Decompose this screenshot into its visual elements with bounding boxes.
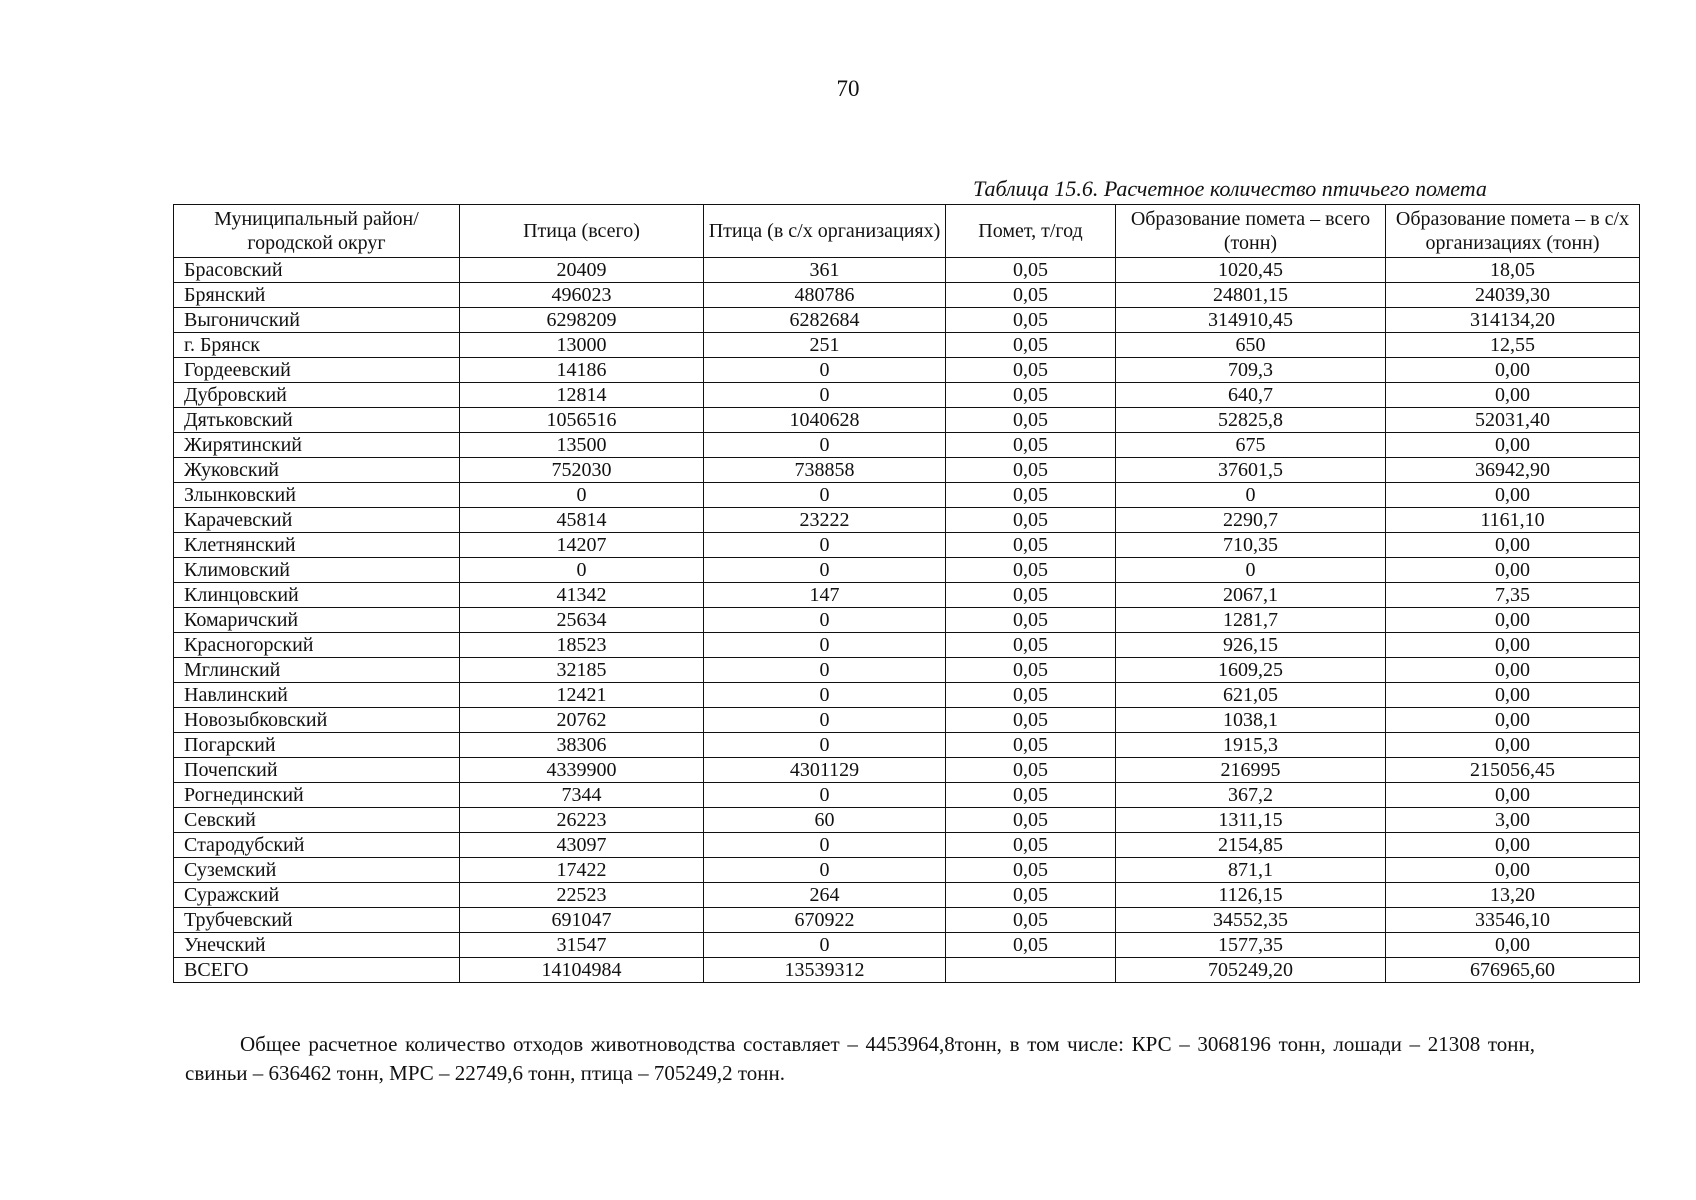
- birds-agri-cell: 0: [704, 658, 946, 683]
- district-cell: г. Брянск: [174, 333, 460, 358]
- manure-rate-cell: 0,05: [946, 558, 1116, 583]
- birds-agri-cell: 0: [704, 483, 946, 508]
- manure-total-cell: 871,1: [1116, 858, 1386, 883]
- manure-rate-cell: 0,05: [946, 708, 1116, 733]
- district-cell: Навлинский: [174, 683, 460, 708]
- manure-agri-cell: 24039,30: [1386, 283, 1640, 308]
- total-row: [174, 958, 1640, 983]
- manure-agri-cell: 7,35: [1386, 583, 1640, 608]
- birds-agri-cell: 0: [704, 783, 946, 808]
- birds-total-cell: 25634: [460, 608, 704, 633]
- manure-total-cell: 1020,45: [1116, 258, 1386, 283]
- table-row: [174, 433, 1640, 458]
- manure-agri-cell: 676965,60: [1386, 958, 1640, 983]
- birds-total-cell: 13000: [460, 333, 704, 358]
- district-cell: Клетнянский: [174, 533, 460, 558]
- birds-agri-cell: 0: [704, 358, 946, 383]
- table-row: [174, 533, 1640, 558]
- birds-total-cell: 32185: [460, 658, 704, 683]
- manure-rate-cell: 0,05: [946, 308, 1116, 333]
- birds-agri-cell: 1040628: [704, 408, 946, 433]
- manure-total-cell: 675: [1116, 433, 1386, 458]
- table-row: [174, 283, 1640, 308]
- column-header-manure-rate: Помет, т/год: [946, 205, 1116, 258]
- birds-agri-cell: 361: [704, 258, 946, 283]
- birds-total-cell: 691047: [460, 908, 704, 933]
- birds-agri-cell: 60: [704, 808, 946, 833]
- table-row: [174, 808, 1640, 833]
- poultry-manure-table: [173, 204, 1640, 983]
- table-row: [174, 858, 1640, 883]
- manure-rate-cell: 0,05: [946, 908, 1116, 933]
- manure-rate-cell: 0,05: [946, 483, 1116, 508]
- birds-agri-cell: 0: [704, 433, 946, 458]
- birds-total-cell: 7344: [460, 783, 704, 808]
- birds-total-cell: 12421: [460, 683, 704, 708]
- table-row: [174, 908, 1640, 933]
- birds-total-cell: 17422: [460, 858, 704, 883]
- manure-total-cell: 650: [1116, 333, 1386, 358]
- district-cell: Выгоничский: [174, 308, 460, 333]
- birds-agri-cell: 13539312: [704, 958, 946, 983]
- manure-agri-cell: 13,20: [1386, 883, 1640, 908]
- birds-total-cell: 14207: [460, 533, 704, 558]
- manure-agri-cell: 18,05: [1386, 258, 1640, 283]
- birds-agri-cell: 480786: [704, 283, 946, 308]
- district-cell: Клинцовский: [174, 583, 460, 608]
- birds-total-cell: 0: [460, 558, 704, 583]
- manure-rate-cell: 0,05: [946, 458, 1116, 483]
- birds-total-cell: 18523: [460, 633, 704, 658]
- district-cell: Дятьковский: [174, 408, 460, 433]
- district-cell: Жуковский: [174, 458, 460, 483]
- manure-total-cell: 640,7: [1116, 383, 1386, 408]
- birds-agri-cell: 147: [704, 583, 946, 608]
- manure-rate-cell: 0,05: [946, 858, 1116, 883]
- manure-agri-cell: 0,00: [1386, 783, 1640, 808]
- manure-total-cell: 2290,7: [1116, 508, 1386, 533]
- table-row: [174, 783, 1640, 808]
- manure-agri-cell: 0,00: [1386, 483, 1640, 508]
- district-cell: Севский: [174, 808, 460, 833]
- manure-rate-cell: 0,05: [946, 783, 1116, 808]
- manure-agri-cell: 1161,10: [1386, 508, 1640, 533]
- birds-total-cell: 38306: [460, 733, 704, 758]
- manure-total-cell: 1311,15: [1116, 808, 1386, 833]
- birds-total-cell: 12814: [460, 383, 704, 408]
- column-header-district: Муниципальный район/городской округ: [174, 205, 460, 258]
- district-cell: Злынковский: [174, 483, 460, 508]
- birds-total-cell: 1056516: [460, 408, 704, 433]
- manure-total-cell: 2154,85: [1116, 833, 1386, 858]
- table-row: [174, 308, 1640, 333]
- manure-agri-cell: 0,00: [1386, 733, 1640, 758]
- manure-agri-cell: 0,00: [1386, 383, 1640, 408]
- manure-rate-cell: 0,05: [946, 608, 1116, 633]
- district-cell: ВСЕГО: [174, 958, 460, 983]
- manure-total-cell: 34552,35: [1116, 908, 1386, 933]
- birds-total-cell: 13500: [460, 433, 704, 458]
- manure-total-cell: 216995: [1116, 758, 1386, 783]
- district-cell: Погарский: [174, 733, 460, 758]
- manure-total-cell: 1609,25: [1116, 658, 1386, 683]
- table-header-row: [174, 205, 1640, 258]
- birds-agri-cell: 0: [704, 733, 946, 758]
- manure-agri-cell: 0,00: [1386, 833, 1640, 858]
- district-cell: Дубровский: [174, 383, 460, 408]
- manure-rate-cell: 0,05: [946, 658, 1116, 683]
- district-cell: Рогнединский: [174, 783, 460, 808]
- table-row: [174, 758, 1640, 783]
- manure-agri-cell: 12,55: [1386, 333, 1640, 358]
- manure-total-cell: 1915,3: [1116, 733, 1386, 758]
- birds-agri-cell: 0: [704, 633, 946, 658]
- manure-agri-cell: 0,00: [1386, 858, 1640, 883]
- table-row: [174, 633, 1640, 658]
- birds-agri-cell: 6282684: [704, 308, 946, 333]
- table-row: [174, 358, 1640, 383]
- table-row: [174, 658, 1640, 683]
- birds-agri-cell: 0: [704, 558, 946, 583]
- manure-total-cell: 37601,5: [1116, 458, 1386, 483]
- manure-agri-cell: 33546,10: [1386, 908, 1640, 933]
- district-cell: Мглинский: [174, 658, 460, 683]
- birds-agri-cell: 0: [704, 858, 946, 883]
- manure-total-cell: 926,15: [1116, 633, 1386, 658]
- birds-agri-cell: 4301129: [704, 758, 946, 783]
- birds-total-cell: 4339900: [460, 758, 704, 783]
- birds-total-cell: 14104984: [460, 958, 704, 983]
- birds-agri-cell: 251: [704, 333, 946, 358]
- manure-agri-cell: 0,00: [1386, 433, 1640, 458]
- manure-rate-cell: 0,05: [946, 633, 1116, 658]
- table-row: [174, 883, 1640, 908]
- birds-total-cell: 22523: [460, 883, 704, 908]
- district-cell: Почепский: [174, 758, 460, 783]
- manure-rate-cell: 0,05: [946, 733, 1116, 758]
- table-row: [174, 508, 1640, 533]
- birds-agri-cell: 670922: [704, 908, 946, 933]
- table-row: [174, 733, 1640, 758]
- table-row: [174, 258, 1640, 283]
- manure-total-cell: 1281,7: [1116, 608, 1386, 633]
- district-cell: Унечский: [174, 933, 460, 958]
- birds-agri-cell: 0: [704, 683, 946, 708]
- manure-rate-cell: 0,05: [946, 358, 1116, 383]
- birds-agri-cell: 738858: [704, 458, 946, 483]
- birds-total-cell: 20762: [460, 708, 704, 733]
- manure-agri-cell: 0,00: [1386, 358, 1640, 383]
- district-cell: Новозыбковский: [174, 708, 460, 733]
- manure-agri-cell: 314134,20: [1386, 308, 1640, 333]
- district-cell: Брасовский: [174, 258, 460, 283]
- table-row: [174, 558, 1640, 583]
- page-number: 70: [836, 76, 860, 101]
- table-row: [174, 383, 1640, 408]
- birds-total-cell: 20409: [460, 258, 704, 283]
- manure-agri-cell: 36942,90: [1386, 458, 1640, 483]
- birds-total-cell: 26223: [460, 808, 704, 833]
- manure-agri-cell: 0,00: [1386, 683, 1640, 708]
- manure-agri-cell: 0,00: [1386, 633, 1640, 658]
- birds-total-cell: 752030: [460, 458, 704, 483]
- birds-agri-cell: 0: [704, 383, 946, 408]
- manure-agri-cell: 0,00: [1386, 933, 1640, 958]
- birds-total-cell: 14186: [460, 358, 704, 383]
- birds-total-cell: 6298209: [460, 308, 704, 333]
- manure-agri-cell: 0,00: [1386, 608, 1640, 633]
- manure-agri-cell: 0,00: [1386, 658, 1640, 683]
- manure-total-cell: 367,2: [1116, 783, 1386, 808]
- manure-rate-cell: 0,05: [946, 283, 1116, 308]
- manure-rate-cell: 0,05: [946, 533, 1116, 558]
- manure-rate-cell: 0,05: [946, 933, 1116, 958]
- birds-agri-cell: 0: [704, 708, 946, 733]
- manure-rate-cell: [946, 958, 1116, 983]
- manure-rate-cell: 0,05: [946, 258, 1116, 283]
- district-cell: Комаричский: [174, 608, 460, 633]
- manure-rate-cell: 0,05: [946, 883, 1116, 908]
- table-row: [174, 458, 1640, 483]
- manure-agri-cell: 0,00: [1386, 558, 1640, 583]
- table-caption: Таблица 15.6. Расчетное количество птичьего помета: [973, 176, 1487, 201]
- district-cell: Трубчевский: [174, 908, 460, 933]
- district-cell: Красногорский: [174, 633, 460, 658]
- column-header-birds-agri: Птица (в с/х организациях): [704, 205, 946, 258]
- manure-total-cell: 1577,35: [1116, 933, 1386, 958]
- district-cell: Стародубский: [174, 833, 460, 858]
- manure-total-cell: 621,05: [1116, 683, 1386, 708]
- table-row: [174, 683, 1640, 708]
- manure-total-cell: 705249,20: [1116, 958, 1386, 983]
- manure-agri-cell: 52031,40: [1386, 408, 1640, 433]
- district-cell: Жирятинский: [174, 433, 460, 458]
- birds-agri-cell: 23222: [704, 508, 946, 533]
- manure-rate-cell: 0,05: [946, 508, 1116, 533]
- district-cell: Гордеевский: [174, 358, 460, 383]
- district-cell: Карачевский: [174, 508, 460, 533]
- table-row: [174, 708, 1640, 733]
- manure-rate-cell: 0,05: [946, 758, 1116, 783]
- birds-total-cell: 496023: [460, 283, 704, 308]
- manure-rate-cell: 0,05: [946, 583, 1116, 608]
- birds-agri-cell: 0: [704, 533, 946, 558]
- manure-rate-cell: 0,05: [946, 808, 1116, 833]
- manure-total-cell: 1126,15: [1116, 883, 1386, 908]
- birds-total-cell: 45814: [460, 508, 704, 533]
- district-cell: Климовский: [174, 558, 460, 583]
- manure-agri-cell: 3,00: [1386, 808, 1640, 833]
- manure-total-cell: 52825,8: [1116, 408, 1386, 433]
- manure-rate-cell: 0,05: [946, 408, 1116, 433]
- birds-total-cell: 43097: [460, 833, 704, 858]
- birds-agri-cell: 0: [704, 833, 946, 858]
- table-row: [174, 333, 1640, 358]
- table-row: [174, 608, 1640, 633]
- manure-total-cell: 709,3: [1116, 358, 1386, 383]
- table-row: [174, 833, 1640, 858]
- table-row: [174, 933, 1640, 958]
- column-header-birds-total: Птица (всего): [460, 205, 704, 258]
- manure-total-cell: 24801,15: [1116, 283, 1386, 308]
- column-header-manure-agri: Образование помета – в с/х организациях (тонн): [1386, 205, 1640, 258]
- manure-rate-cell: 0,05: [946, 833, 1116, 858]
- manure-total-cell: 0: [1116, 558, 1386, 583]
- manure-total-cell: 0: [1116, 483, 1386, 508]
- table-row: [174, 483, 1640, 508]
- manure-agri-cell: 215056,45: [1386, 758, 1640, 783]
- manure-agri-cell: 0,00: [1386, 533, 1640, 558]
- birds-agri-cell: 0: [704, 608, 946, 633]
- manure-rate-cell: 0,05: [946, 383, 1116, 408]
- birds-total-cell: 31547: [460, 933, 704, 958]
- district-cell: Суземский: [174, 858, 460, 883]
- manure-rate-cell: 0,05: [946, 333, 1116, 358]
- district-cell: Суражский: [174, 883, 460, 908]
- manure-total-cell: 314910,45: [1116, 308, 1386, 333]
- table-body: [174, 258, 1640, 983]
- column-header-manure-total: Образование помета – всего (тонн): [1116, 205, 1386, 258]
- manure-total-cell: 710,35: [1116, 533, 1386, 558]
- manure-rate-cell: 0,05: [946, 683, 1116, 708]
- manure-agri-cell: 0,00: [1386, 708, 1640, 733]
- table-row: [174, 583, 1640, 608]
- birds-agri-cell: 264: [704, 883, 946, 908]
- birds-total-cell: 41342: [460, 583, 704, 608]
- birds-total-cell: 0: [460, 483, 704, 508]
- birds-agri-cell: 0: [704, 933, 946, 958]
- district-cell: Брянский: [174, 283, 460, 308]
- manure-total-cell: 1038,1: [1116, 708, 1386, 733]
- table-row: [174, 408, 1640, 433]
- manure-rate-cell: 0,05: [946, 433, 1116, 458]
- summary-paragraph: Общее расчетное количество отходов животноводства составляет – 4453964,8тонн, в том числе: КРС – 3068196 тонн, лошади – 21308 тонн, свиньи – 636462 тонн, МРС – 22749,6 тонн, птица – 705249,2 тонн.: [185, 1032, 1535, 1085]
- manure-total-cell: 2067,1: [1116, 583, 1386, 608]
